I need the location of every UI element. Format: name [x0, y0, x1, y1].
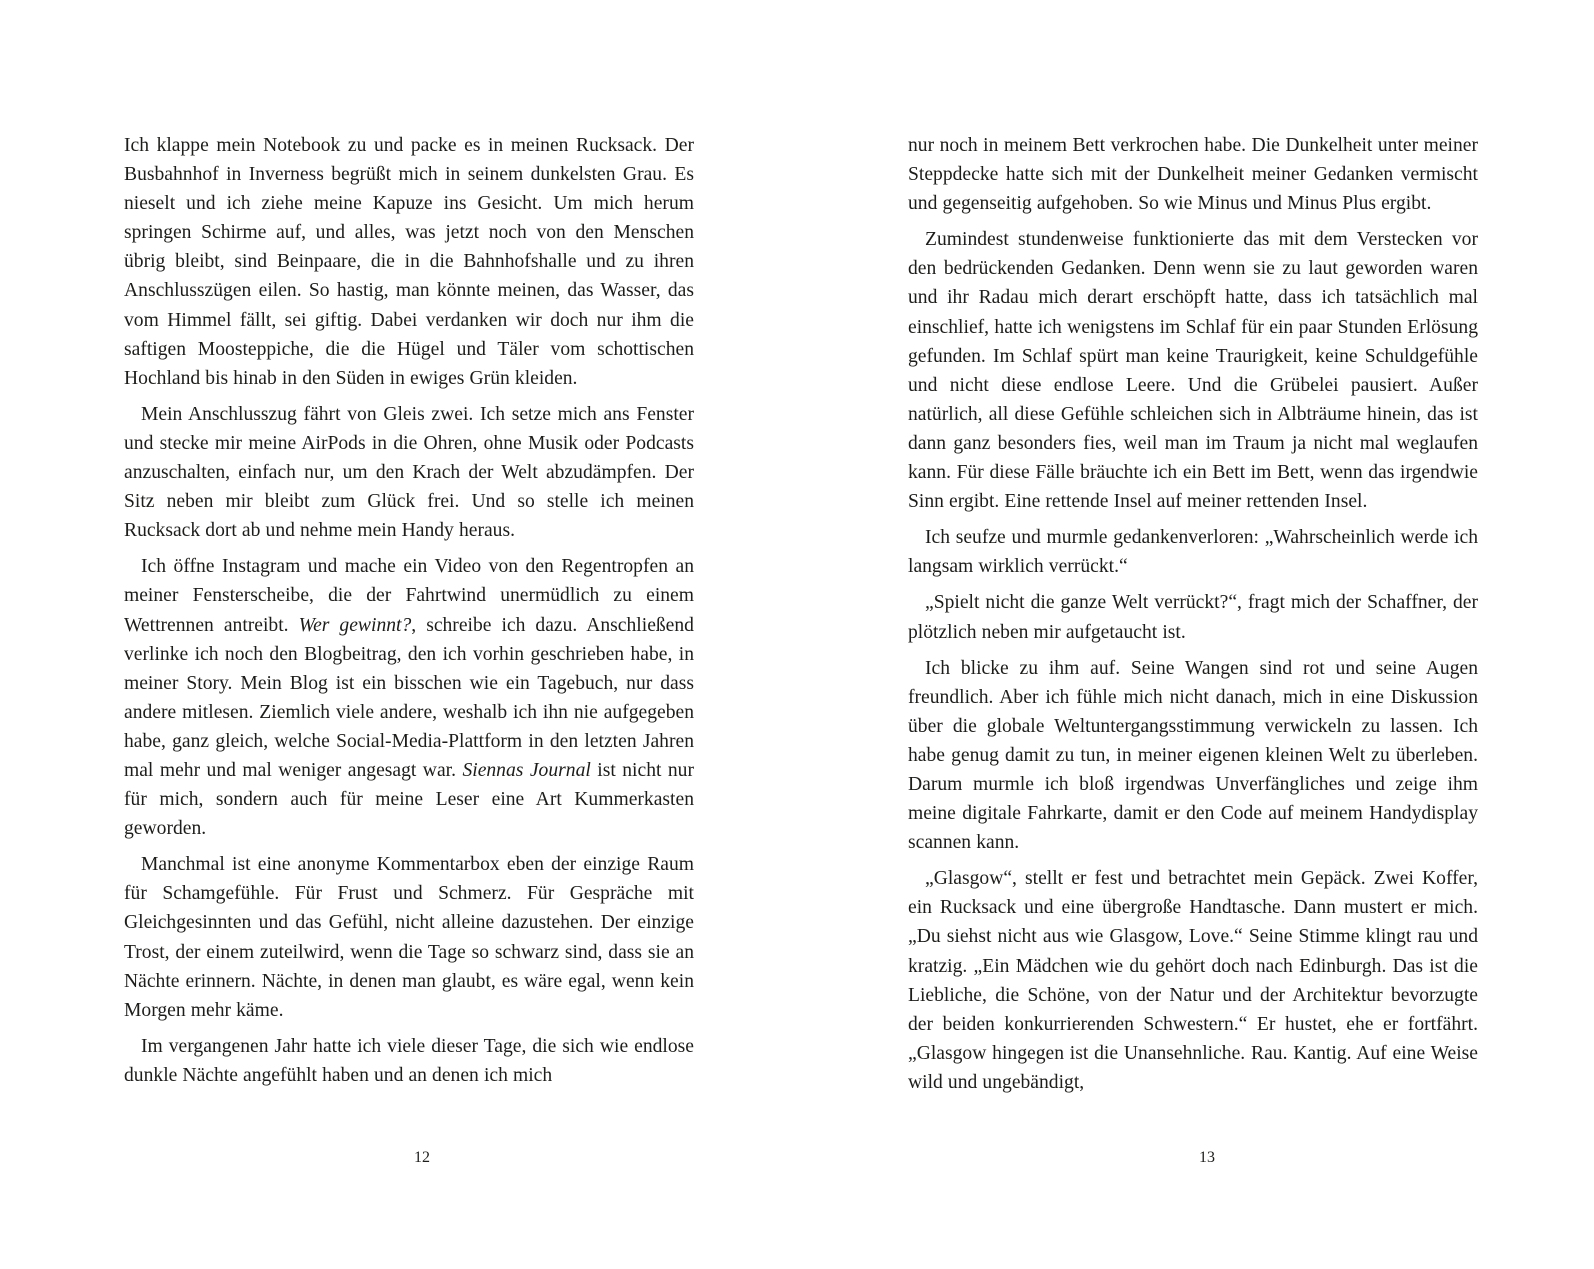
- paragraph: „Glasgow“, stellt er fest und betrachtet mein Gepäck. Zwei Koffer, ein Rucksack und eine übergroße Handtasche. Dann mustert er mich. „Du siehst nicht aus wie Glasgow, Love.“ Seine Stimme klingt rau und kratzig. „Ein Mädchen wie du gehört doch nach Edinburgh. Das ist die Liebliche, die Schöne, von der Natur und der Architektur bevorzugte der beiden konkurrierenden Schwestern.“ Er hustet, ehe er fortfährt. „Glasgow hingegen ist die Unansehnliche. Rau. Kantig. Auf eine Weise wild und ungebändigt,: [908, 868, 1478, 1093]
- paragraph: Manchmal ist eine anonyme Kommentarbox eben der einzige Raum für Schamgefühle. Für Frust und Schmerz. Für Gespräche mit Gleichgesinnten und das Gefühl, nicht alleine dazustehen. Der einzige Trost, der einem zuteilwird, wenn die Tage so schwarz sind, dass sie an Nächte erinnern. Nächte, in denen man glaubt, es wäre egal, wenn kein Morgen mehr käme.: [124, 854, 694, 1021]
- paragraph: Ich blicke zu ihm auf. Seine Wangen sind rot und seine Augen freundlich. Aber ich fühle mich nicht danach, mich in eine Diskussion über die globale Weltuntergangsstimmung verwickeln zu lassen. Ich habe genug damit zu tun, in meiner eigenen kleinen Welt zu überleben. Darum murmle ich bloß irgendwas Unverfängliches und zeige ihm meine digitale Fahrkarte, damit er den Code auf meinem Handydisplay scannen kann.: [908, 657, 1478, 854]
- paragraph-text: ist nicht nur für mich, sondern auch für meine Leser eine Art Kummerkasten geworden.: [124, 759, 695, 840]
- paragraph: Mein Anschlusszug fährt von Gleis zwei. Ich setze mich ans Fenster und stecke mir meine AirPods in die Ohren, ohne Musik oder Podcasts anzuschalten, einfach nur, um den Krach der Welt abzudämpfen. Der Sitz neben mir bleibt zum Glück frei. Und so stelle ich meinen Rucksack dort ab und nehme mein Handy heraus.: [124, 403, 694, 542]
- paragraph: „Spielt nicht die ganze Welt verrückt?“, fragt mich der Schaffner, der plötzlich neben mir aufgetaucht ist.: [908, 592, 1478, 643]
- page-number: 12: [414, 1149, 430, 1166]
- right-page: [908, 131, 1478, 1131]
- paragraph: [124, 552, 694, 843]
- paragraph-text: Ich öffne Instagram und mache ein Video von den Regentropfen an meiner Fensterscheibe, die der Fahrtwind unermüdlich zu einem Wettrennen antreibt.: [124, 556, 694, 636]
- italic-phrase: Wer gewinnt?: [298, 614, 412, 636]
- left-page-body: [124, 131, 694, 1090]
- blog-title: Siennas Journal: [462, 759, 591, 781]
- paragraph: Ich seufze und murmle gedankenverloren: „Wahrscheinlich werde ich langsam wirklich verrückt.“: [908, 527, 1478, 578]
- paragraph: Ich klappe mein Notebook zu und packe es in meinen Rucksack. Der Busbahnhof in Inverness begrüßt mich in seinem dunkelsten Grau. Es nieselt und ich ziehe meine Kapuze ins Gesicht. Um mich herum springen Schirme auf, und alles, was jetzt noch von den Menschen übrig bleibt, sind Beinpaare, die in die Bahnhofshalle und zu ihren Anschlusszügen eilen. So hastig, man könnte meinen, das Wasser, das vom Himmel fällt, sei giftig. Dabei verdanken wir doch nur ihm die saftigen Moosteppiche, die die Hügel und Täler vom schottischen Hochland bis hinab in den Süden in ewiges Grün kleiden.: [124, 135, 694, 389]
- paragraph: Im vergangenen Jahr hatte ich viele dieser Tage, die sich wie endlose dunkle Nächte angefühlt haben und an denen ich mich: [124, 1035, 694, 1086]
- paragraph: Zumindest stundenweise funktionierte das mit dem Verstecken vor den bedrückenden Gedanken. Denn wenn sie zu laut geworden waren und ihr Radau mich derart erschöpft hatte, dass ich tatsächlich mal einschlief, hatte ich wenigstens im Schlaf für ein paar Stunden Erlösung gefunden. Im Schlaf spürt man keine Traurigkeit, keine Schuldgefühle und nicht diese endlose Leere. Und die Grübelei pausiert. Außer natürlich, all diese Gefühle schleichen sich in Albträume hinein, das ist dann ganz besonders fies, weil man im Traum ja nicht mal weglaufen kann. Für diese Fälle bräuchte ich ein Bett im Bett, wenn das irgendwie Sinn ergibt. Eine rettende Insel auf meiner rettenden Insel.: [908, 229, 1478, 513]
- left-page: [124, 131, 694, 1131]
- paragraph: nur noch in meinem Bett verkrochen habe. Die Dunkelheit unter meiner Steppdecke hatte sich mit der Dunkelheit meiner Gedanken vermischt und gegenseitig aufgehoben. So wie Minus und Minus Plus ergibt.: [908, 135, 1478, 215]
- page-number: 13: [1199, 1149, 1215, 1166]
- right-page-body: [908, 131, 1478, 1097]
- paragraph-text: , schreibe ich dazu. Anschließend verlinke ich noch den Blogbeitrag, den ich vorhin geschrieben habe, in meiner Story. Mein Blog ist ein bisschen wie ein Tagebuch, nur dass andere mitlesen. Ziemlich viele andere, weshalb ich ihn nie aufgegeben habe, ganz gleich, welche Social-Media-Plattform in den letzten Jahren mal mehr und mal weniger angesagt war.: [124, 614, 694, 781]
